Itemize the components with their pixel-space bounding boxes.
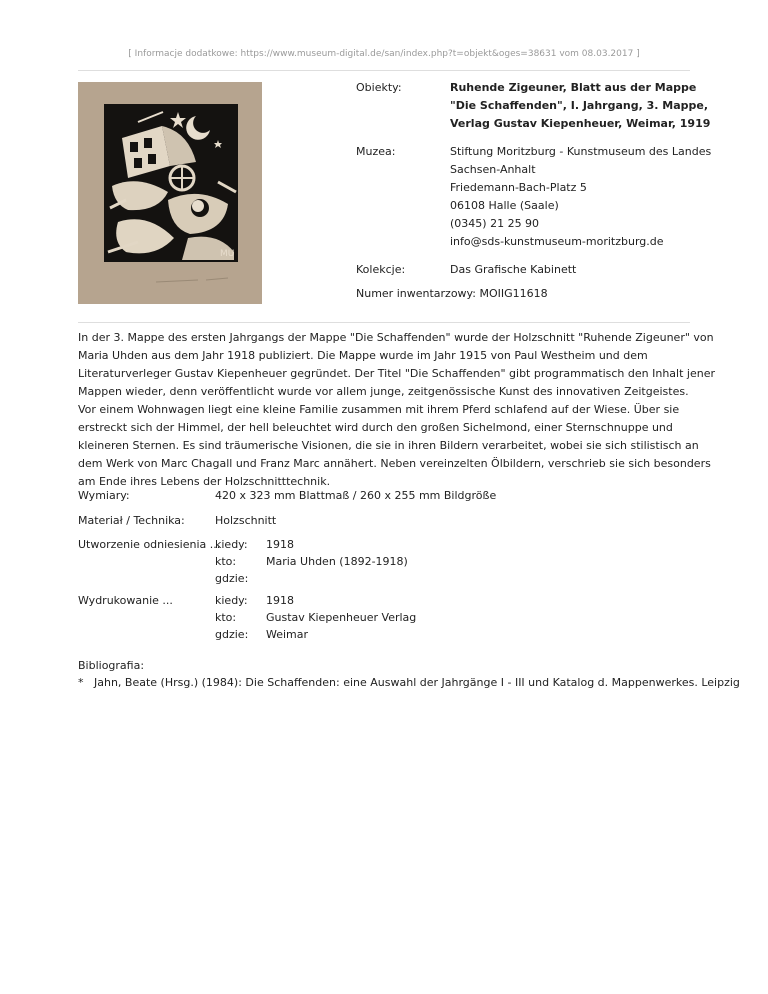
objects-title-line-2: "Die Schaffenden", I. Jahrgang, 3. Mappe,	[450, 99, 709, 112]
museum-name-line-2: Sachsen-Anhalt	[450, 163, 536, 176]
description-line: Mappen wieder, denn veröffentlicht wurde vor allem junge, zeitgenössische Kunst des innovativen Zeitgeistes.	[78, 385, 689, 398]
material-value: Holzschnitt	[215, 514, 277, 527]
description-line: kleineren Sternen. Es sind träumerische Visionen, die sie in ihren Bildern verarbeitet, wobei sie sich stilistisch an	[78, 439, 699, 452]
description-line: am Ende ihres Lebens der Holzschnitttechnik.	[78, 475, 331, 488]
description-line: dem Werk von Marc Chagall und Franz Marc annähert. Neben vereinzelten Ölbildern, verschrieb sie sich besonders	[78, 457, 711, 470]
bibliography-item: Jahn, Beate (Hrsg.) (1984): Die Schaffenden: eine Auswahl der Jahrgänge I - III und Katalog d. Mappenwerkes. Leipzig	[94, 676, 740, 689]
description-line: Vor einem Wohnwagen liegt eine kleine Familie zusammen mit ihrem Pferd schlafend auf der Wiese. Über sie	[78, 403, 680, 416]
collection-label: Kolekcje:	[356, 263, 406, 276]
top-divider	[78, 70, 690, 71]
inventory-label: Numer inwentarzowy:	[356, 287, 476, 300]
museum-email: info@sds-kunstmuseum-moritzburg.de	[450, 235, 664, 248]
objects-label: Obiekty:	[356, 81, 402, 94]
print-where-label: gdzie:	[215, 628, 249, 641]
objects-title-line-3: Verlag Gustav Kiepenheuer, Weimar, 1919	[450, 117, 711, 130]
bibliography-bullet: *	[78, 676, 84, 689]
description-text	[78, 329, 718, 491]
woodcut-print-graphic	[78, 82, 262, 304]
museum-phone: (0345) 21 25 90	[450, 217, 540, 230]
creation-when-label: kiedy:	[215, 538, 248, 551]
objects-title-line-1: Ruhende Zigeuner, Blatt aus der Mappe	[450, 81, 697, 94]
print-where-value: Weimar	[266, 628, 309, 641]
print-label: Wydrukowanie ...	[78, 594, 173, 607]
description-line: In der 3. Mappe des ersten Jahrgangs der Mappe "Die Schaffenden" wurde der Holzschnitt "Ruhende Zigeuner" von	[78, 331, 714, 344]
description-line: erstreckt sich der Himmel, der hell beleuchtet wird durch den großen Sichelmond, einer Sternschnuppe und	[78, 421, 673, 434]
print-who-value: Gustav Kiepenheuer Verlag	[266, 611, 417, 624]
info-header-note: [ Informacje dodatkowe: https://www.museum-digital.de/san/index.php?t=objekt&oges=38631 vom 08.03.2017 ]	[128, 49, 640, 59]
description-line: Literaturverleger Gustav Kiepenheuer gegründet. Der Titel "Die Schaffenden" gibt programmatisch den Inhalt jener	[78, 367, 715, 380]
collection-value: Das Grafische Kabinett	[450, 263, 577, 276]
material-label: Materiał / Technika:	[78, 514, 185, 527]
dimensions-label: Wymiary:	[78, 489, 130, 502]
museum-name-line-1: Stiftung Moritzburg - Kunstmuseum des Landes	[450, 145, 712, 158]
print-when-value: 1918	[266, 594, 294, 607]
description-line: Maria Uhden aus dem Jahr 1918 publiziert. Die Mappe wurde im Jahr 1915 von Paul Westheim und dem	[78, 349, 648, 362]
museum-label: Muzea:	[356, 145, 396, 158]
print-who-label: kto:	[215, 611, 237, 624]
inventory-number	[356, 285, 548, 303]
creation-label: Utworzenie odniesienia ...	[78, 538, 221, 551]
creation-where-label: gdzie:	[215, 572, 249, 585]
middle-divider	[78, 322, 690, 323]
museum-street: Friedemann-Bach-Platz 5	[450, 181, 587, 194]
print-when-label: kiedy:	[215, 594, 248, 607]
svg-text:MU: MU	[220, 249, 235, 259]
creation-who-label: kto:	[215, 555, 237, 568]
creation-when-value: 1918	[266, 538, 294, 551]
creation-who-value: Maria Uhden (1892-1918)	[266, 555, 408, 568]
inventory-value: MOIIG11618	[479, 287, 548, 300]
bibliography-label: Bibliografia:	[78, 659, 145, 672]
artwork-image	[78, 82, 262, 304]
museum-city: 06108 Halle (Saale)	[450, 199, 559, 212]
dimensions-value: 420 x 323 mm Blattmaß / 260 x 255 mm Bildgröße	[215, 489, 497, 502]
